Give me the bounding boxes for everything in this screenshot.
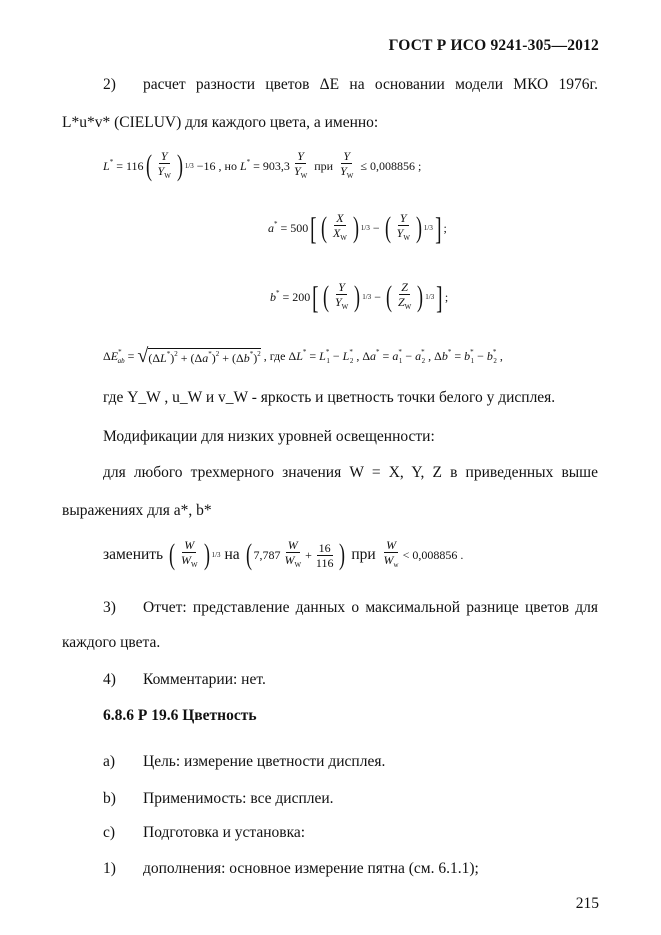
item-3-number: 3): [103, 599, 116, 616]
item-3-line1: [143, 599, 598, 617]
list-1-marker: 1): [103, 860, 116, 877]
list-c-text: Подготовка и установка:: [143, 824, 306, 841]
item-4-text: Комментарии: нет.: [143, 671, 266, 688]
list-1-text: дополнения: основное измерение пятна (см. 6.1.1);: [143, 860, 479, 877]
item-2-line1: [143, 76, 598, 94]
section-title: 6.8.6 Р 19.6 Цветность: [103, 707, 257, 724]
item-2-line2: L*u*v* (CIELUV) для каждого цвета, а именно:: [62, 114, 379, 131]
item-3-line2: каждого цвета.: [62, 634, 161, 651]
formula-replace: заменить ( $\frac{W}{W_W}$ ) 1/3 на ( 7,787 $\frac{W}{W_W}$ + $\frac{16}{116}$ ) при $\frac{W}{W_w}$ < 0,008856 .: [103, 538, 464, 571]
item-4-number: 4): [103, 671, 116, 688]
list-a-marker: a): [103, 753, 116, 770]
list-b-marker: b): [103, 790, 116, 807]
formula-b-star: b* = 200 [ ( $\frac{Y}{Y_W}$ ) 1/3 − ( $\frac{Z}{Z_W}$ ) 1/3 ] ;: [270, 279, 449, 315]
standard-header: ГОСТ Р ИСО 9241-305—2012: [388, 37, 599, 54]
item-3-line1-text: Отчет: представление данных о максимальной разнице цветов для: [143, 599, 598, 616]
any-line2: выражениях для a*, b*: [62, 502, 212, 519]
list-a-text: Цель: измерение цветности дисплея.: [143, 753, 386, 770]
formula-delta-e: $\Delta E^*_{ab}$ = √ $(\Delta L^*)^2 + (\Delta a^*)^2 + (\Delta b^*)^2$ , где $\Delta L^* = L^*_1 - L^*_2$ , $\Delta a^* = a^*_1 - a^*_2$ , $\Delta b^* = b^*_1 - b^*_2$ ,: [103, 345, 503, 367]
any-line1-text: для любого трехмерного значения W = X, Y, Z в приведенных выше: [103, 464, 598, 481]
list-c-marker: c): [103, 824, 116, 841]
formula-a-star: a* = 500 [ ( $\frac{X}{X_W}$ ) 1/3 − ( $\frac{Y}{Y_W}$ ) 1/3 ] ;: [268, 210, 447, 246]
item-2-number: 2): [103, 76, 116, 93]
list-b-text: Применимость: все дисплеи.: [143, 790, 334, 807]
item-2-line1-text: расчет разности цветов ΔE на основании модели МКО 1976г.: [143, 76, 598, 93]
page-number: 215: [575, 895, 599, 912]
formula-l-star: L* = 116 ( $\frac{Y}{Y_W}$ ) 1/3 −16 , но L* = 903,3 $\frac{Y}{Y_W}$ при $\frac{Y}{Y_W}$ ≤ 0,008856 ;: [103, 149, 422, 182]
modifications-paragraph: Модификации для низких уровней освещенности:: [103, 428, 435, 445]
any-line1: [103, 464, 598, 482]
where-paragraph: где Y_W , u_W и v_W - яркость и цветность точки белого у дисплея.: [103, 389, 556, 406]
